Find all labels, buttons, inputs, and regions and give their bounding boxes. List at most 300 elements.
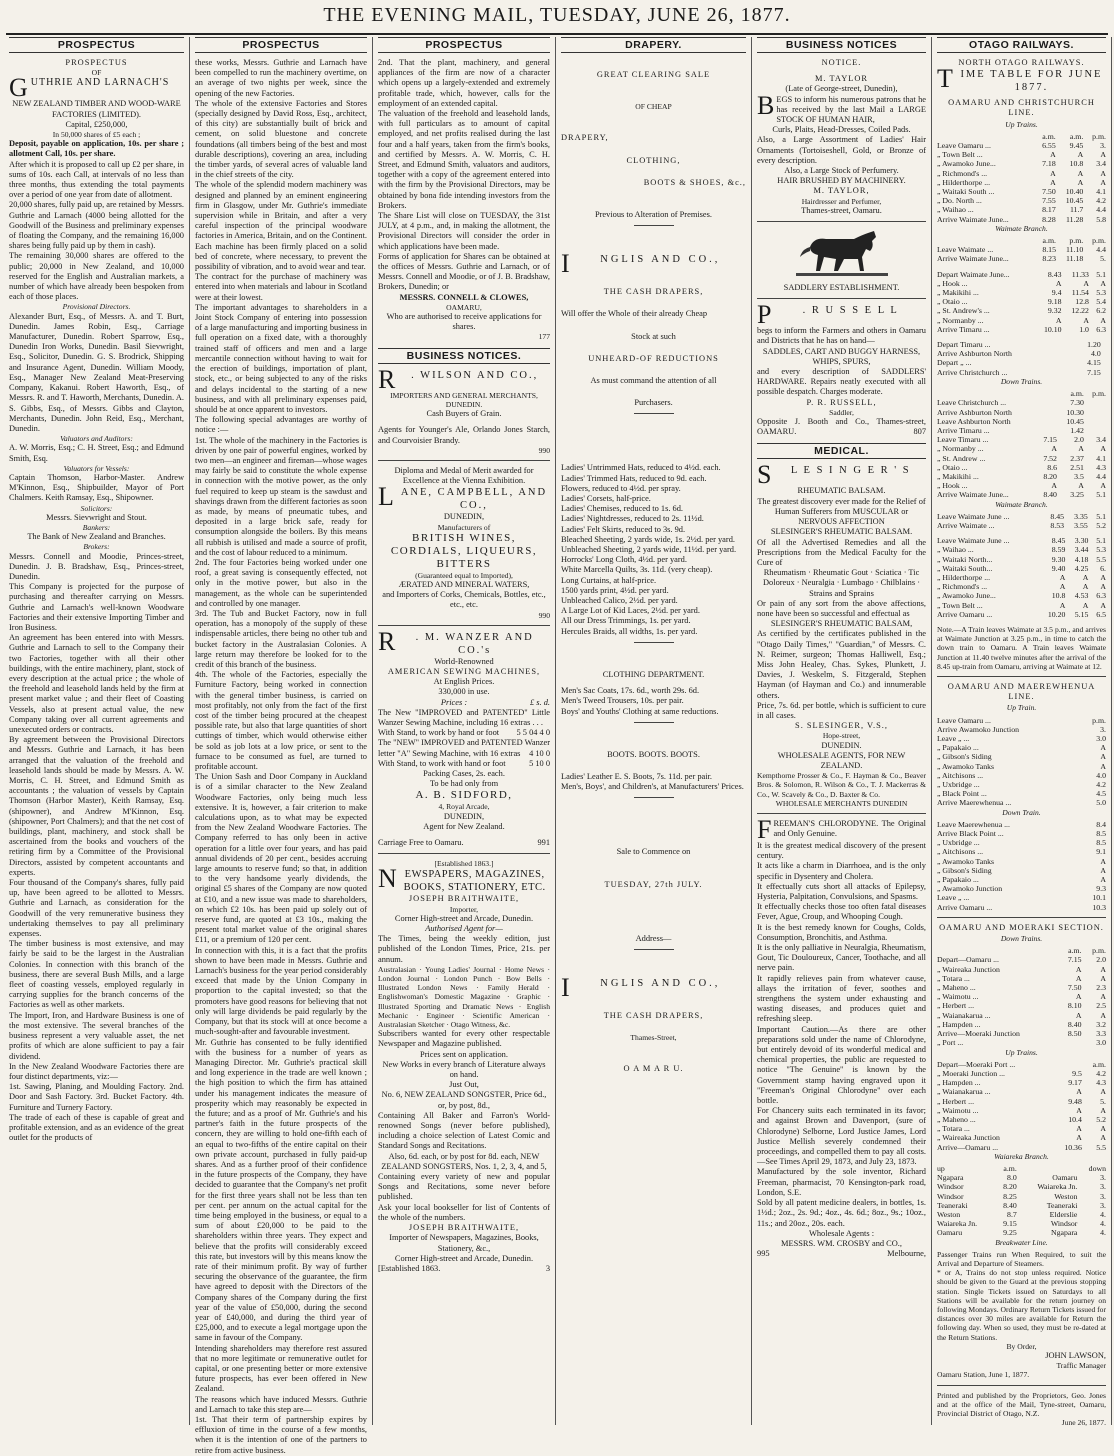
station-cell: Depart—Oamaru ... [937,955,999,965]
time-cell: p.m. [1069,236,1084,246]
diploma-note: Diploma and Medal of Merit awarded for Excellence at the Vienna Exhibition. [394,465,534,486]
solicitors: Messrs. Sievwright and Stout. [46,512,147,522]
valuators-heading: Valuators and Auditors: [60,434,133,444]
time-cell: A [1100,856,1106,866]
sidford-town: DUNEDIN, [443,811,485,821]
time-cell: 6.5 [1096,609,1106,619]
timetable-row [937,725,1106,734]
horse-icon [792,227,892,279]
time-cell: 8.20 [1043,471,1057,481]
station-cell: „ Maheno ... [937,1114,976,1124]
timetable-row [937,178,1106,187]
station-date: Oamaru Station, June 1, 1877. [937,1370,1030,1380]
time-cell: 6.3 [1096,324,1106,334]
station-cell: „ Hook ... [937,481,968,491]
wilson-name: . WILSON AND CO., [411,369,539,381]
time-cell [1101,368,1106,377]
trains-subheading: Down Trains. [1000,934,1043,944]
timetable-row [937,983,1106,992]
breakwater-note: Passenger Trains run When Required, to suit the Arrival and Departure of Steamers. [937,1249,1106,1268]
timetable-row [937,573,1106,582]
sidford-name: A. B. SIDFORD, [415,789,513,802]
time-cell: 4.25 [1074,563,1089,573]
time-cell: A [1059,572,1066,582]
chlorodyne-heading: REEMAN'S CHLORODYNE. The Original and Only Genuine. [773,818,926,839]
timetable-row [937,169,1106,178]
sale-item: Unbleached Sheeting, 2 yards wide, 11½d. per yard. [561,545,737,555]
prospectus-paragraph: In the New Zealand Woodware Factories there are four distinct departments, viz:— [9,1061,184,1081]
carriage-note: Carriage Free to Oamaru. [378,837,464,847]
station-cell: Leave Christchurch ... [937,398,1007,408]
station-cell: „ Herbert ... [937,1001,975,1011]
prospectus-paragraph: 1st. That their term of partnership expires by effluxion of time in the course of a few months, when it is the intention of one of the partners to retire from active business. [195,1415,367,1455]
time-cell: A [1100,1010,1106,1020]
station-cell: „ Hampden ... [937,1078,981,1088]
chlorodyne-para: Important Caution.—As there are other preparations sold under the name of Chlorodyne, but entirely devoid of its wonderful medical and chemical properties, the public are requested to notice "The Genuine" is known by the Government stamp having engraved upon it "Freeman's Original Chlorodyne" over each bottle. [757,1024,926,1106]
sidford-address: 4, Royal Arcade, [438,802,490,812]
time-cell: 8.15 [1042,245,1056,255]
cash-drapers-2: THE CASH DRAPERS, [603,1010,704,1020]
station-cell: „ Moeraki Junction ... [937,1068,1005,1078]
time-cell: A [1075,964,1082,974]
ad-number: 991 [537,837,550,847]
balsam-pain: Or pain of any sort from the above affections, none have been so successful and effectual as [757,598,926,618]
time-cell: A [1100,761,1106,771]
timetable-row [937,141,1106,150]
time-cell: 8.23 [1042,254,1056,264]
time-cell: 5.0 [1096,798,1106,808]
time-cell: a.m. [1042,131,1056,141]
time-cell: 3.44 [1074,545,1089,555]
ad-number: 990 [538,610,550,620]
time-cell: A [1076,1133,1082,1143]
time-cell: 9.40 [1051,563,1066,573]
timetable-row [937,992,1106,1001]
time-cell: 3.4 [1096,159,1106,169]
station-cell: „ Normanby ... [937,444,984,454]
timetable-row [937,847,1106,856]
by-order: By Order, [1006,1341,1037,1351]
time-cell: 5.5 [1096,554,1106,564]
timetable-row [937,903,1106,912]
drop-cap: I [561,249,573,279]
station-cell: „ Waitaki South ... [937,187,995,197]
time-cell: A [1051,481,1057,491]
time-cell: 3.3 [1096,1029,1106,1039]
time-cell: A [1100,743,1106,753]
currency-header: £ s. d. [529,697,550,707]
time-cell: 8.20 [1003,1182,1017,1192]
braithwaite-title: Importer, [449,904,479,914]
timetable-down-2 [937,536,1106,619]
taylor-begs: EGS to inform his numerous patrons that he has received by the last Mail a LARGE STOCK OF HUMAN HAIR, [776,94,926,125]
timetable-moeraki-up [937,1060,1106,1152]
time-cell: 9.3 [1096,884,1106,894]
time-cell: Elderslie [1049,1209,1078,1219]
timetable-row [937,417,1106,426]
trains-subheading: Waimate Branch. [995,223,1048,233]
masthead: THE EVENING MAIL, TUESDAY, JUNE 26, 1877. [323,4,791,26]
station-cell: „ Waimotu ... [937,1105,979,1115]
time-cell: 10.20 [1047,609,1066,619]
timetable-row [937,734,1106,743]
prospectus-paragraph: The reasons which have induced Messrs. Guthrie and Larnach to take this step are— [195,1394,367,1414]
station-cell: „ Waireaka Junction [937,1133,1000,1143]
traffic-manager: Traffic Manager [1056,1361,1106,1371]
balsam-price: Price, 7s. 6d. per bottle, which is sufficient to cure in all cases. [757,700,926,720]
timetable-row [937,1133,1106,1142]
time-cell: A [1100,278,1106,288]
time-cell: 10.10 [1043,324,1062,334]
time-cell: A [1059,600,1066,610]
line-heading: OAMARU AND CHRISTCHURCH LINE. [948,98,1095,118]
time-cell: 8.5 [1096,838,1106,848]
timetable-row [937,762,1106,771]
time-cell: 5.2 [1096,520,1106,530]
time-cell: A [1076,1105,1082,1115]
prices-sent: Prices sent on application. [420,1049,508,1059]
timetable-row [937,591,1106,600]
timetable-row [937,512,1106,521]
timetable-row [937,215,1106,224]
time-cell: 8.45 [1050,511,1065,521]
time-cell: 5.3 [1096,288,1106,298]
prospectus-paragraph: The following special advantages are worthy of notice :— [195,415,367,435]
time-cell: A [1100,582,1106,592]
timetable-waimate-2 [937,512,1106,530]
time-cell: 9.15 [1003,1219,1017,1229]
time-cell: A [1100,444,1106,454]
time-cell: A [1100,875,1106,885]
time-cell: Weston [1054,1191,1078,1201]
time-cell: 11.54 [1071,288,1089,298]
agents-list: Kempthorne Prosser & Co., F. Hayman & Co., Beaver Bros. & Solomon, R. Wilson & Co., T. J. Mackerras & Co., W. Scavely & Co., D. Baxter & Co. [757,771,926,799]
price-value: 4 4 0 [533,728,550,738]
column-otago-railways [932,37,1112,1428]
prospectus-paragraph: The valuation of the freehold and leasehold lands, with full particulars as to amount of capital employed, and net profits realised during the last four and a half years, taken from the firm's books, and certified by Messrs. A. W. Morris, C. H. Street, and Edmund Smith, valuators and auditors, together with a copy of the agreement entered into with the firm by the Provisional Directors, may be obtained by bona fide intending investors from the Brokers. [378,109,550,210]
timetable-row [937,866,1106,875]
time-cell: 11.10 [1065,245,1084,255]
station-cell: „ Makikihi ... [937,471,979,481]
station-cell: „ Awamoko June... [937,159,996,169]
balsam-ailments: Rheumatism · Rheumatic Gout · Sciatica · Tic Doloreux · Neuralgia · Lumbago · Chilblains · Strains and Sprains [763,568,920,598]
time-cell [1035,408,1057,417]
station-cell: Teaneraki [937,1200,968,1210]
timetable-row [937,884,1106,893]
drop-cap: N [378,864,398,894]
trains-subheading: Waiareka Branch. [994,1151,1049,1161]
time-cell: A [1075,992,1082,1002]
station-cell [937,236,1034,245]
time-cell: 11.18 [1065,254,1084,264]
time-cell: 8.40 [1067,1019,1082,1029]
station-cell: „ Uxbridge ... [937,780,980,790]
slesinger-name: L E S I N G E R ' S [790,465,911,477]
station-cell: Arrive Waimate June... [937,214,1009,224]
chlorodyne-para: It effectually cuts short all attacks of Epilepsy, Hysteria, Palpitation, Convulsions, and Spasms. [757,881,926,901]
sidford-agent: Agent for New Zealand. [423,821,505,831]
timetable-row [937,545,1106,554]
time-cell: 6.2 [1096,306,1106,316]
station-cell: „ Totara ... [937,1124,970,1134]
time-cell: 4.2 [1096,1068,1106,1078]
timetable-row [937,716,1106,725]
trains-subheading: Waimate Branch. [995,499,1048,509]
timetable-row [937,316,1106,325]
prospectus-paragraph: 1st. The whole of the machinery in the Factories is driven by one pair of powerful engines, worked by two men—an engineer and fireman—whose wages may fairly be said to constitute the whole expense in connection with the motive power, as the only fuel required to keep up steam is the sawdust and shavings drawn from the different factories as soon as made, by means of pneumatic tubes, and deposited in a large brick safe, ready for consumption alongside the boilers. By this means all rubbish is utilised and made a source of profit, and the cost of labour reduced to a minimum. [195,435,367,557]
boots-item: Men's, Boys', and Children's, at Manufacturers' Prices. [561,782,744,792]
time-cell: 4.3 [1096,462,1106,472]
time-cell: 4.5 [1096,789,1106,799]
to-be-had: To be had only from [429,779,499,789]
station-cell: Arrive Oamaru ... [937,609,993,619]
time-cell: A [1050,168,1056,178]
time-cell: 7.15 [1087,367,1101,377]
timetable-row [937,472,1106,481]
time-cell: A [1075,973,1082,983]
time-cell: 5.15 [1074,609,1089,619]
sale-item: Unbleached Calico, 2½d. per yard. [561,596,678,606]
timetable-row [937,1029,1106,1038]
lane-importers: and Importers of Corks, Chemicals, Bottles, etc., etc., etc. [382,590,546,610]
prospectus-paragraph: After which it is proposed to call up £2 per share, in sums of 10s. each Call, at intervals of no less than three months, thus extending the total payments over a period of one year from date of allotment. [9,159,184,200]
time-cell: A [1050,177,1056,187]
address-label: Address— [635,933,672,943]
timetable-row [937,150,1106,159]
time-cell: A [1100,481,1106,491]
timetable-row [937,254,1106,263]
timetable-row [937,444,1106,453]
time-cell: 5. [1100,254,1106,264]
time-cell: A [1100,177,1106,187]
chlorodyne-para: It acts like a charm in Diarrhoea, and is the only specific in Dysentery and Cholera. [757,861,926,881]
station-cell: „ Waitaki North... [937,554,993,564]
command-attention: As must command the attention of all [590,376,717,386]
previous-alteration: Previous to Alteration of Premises. [594,210,712,220]
timetable-row [937,1011,1106,1020]
time-cell: 8.43 [1047,269,1062,279]
departments-list: 1st. Sawing, Planing, and Moulding Factory. 2nd. Door and Sash Factory. 3rd. Bucket Factory. 4th. Furniture and Turnery Factory. [9,1082,184,1112]
timetable-up [937,132,1106,224]
chlorodyne-para: Sold by all patent medicine dealers, in bottles, 1s. 1½d.; 2oz., 2s. 9d.; 4oz., 4s. 6d.; 8oz., 9s.; 10oz., 11s.; and 20oz., 20s. each. [757,1198,926,1228]
time-cell: A [1082,572,1089,582]
time-cell: 3.5 [1074,471,1084,481]
timetable-row [937,1001,1106,1010]
time-cell: 7.50 [1067,983,1082,993]
column-heading: PROSPECTUS [195,37,367,53]
time-cell: 6.3 [1096,591,1106,601]
price-item: The New "IMPROVED and PATENTED" Little Wanzer Sewing Machine, including 16 extras . . . [378,707,550,727]
time-cell: 3. [1100,1182,1106,1192]
time-cell: 3.0 [1096,734,1106,743]
songster-contents-2: Containing every variety of new and popular Songs and Recitations, some never before published. [378,1172,550,1202]
station-cell: Leave Oamaru ... [937,141,991,151]
station-cell: Arrive Timaru ... [937,324,990,334]
chlorodyne-para: It is the only palliative in Neuralgia, Rheumatism, Gout, Tic Douloureux, Cancer, Toothache, and all nerve pain. [757,943,926,973]
station-cell: „ Uxbridge ... [937,838,980,848]
price-value: 4 10 0 [529,748,550,758]
time-cell: A [1100,973,1106,983]
time-cell: 2.51 [1070,462,1084,472]
timetable-header-row [937,389,1106,398]
timetable-row [937,159,1106,168]
time-cell: 9.4 [1051,288,1062,298]
timetable-row [937,743,1106,752]
time-cell: p.m. [1092,946,1106,956]
lane-town: DUNEDIN, [443,512,485,522]
time-cell: 8.53 [1050,520,1065,530]
taylor-perfumery: Also, a Large Stock of Perfumery. [784,166,899,176]
timetable-header-row [937,132,1106,141]
time-cell: 4.4 [1096,471,1106,481]
timetable-row [937,893,1106,902]
timetable-up-2 [937,270,1106,334]
station-cell: „ Hilderthorpe ... [937,572,991,582]
timetable-row [937,1124,1106,1133]
station-cell: Arrive Oamaru ... [937,902,993,912]
russell-notice: begs to inform the Farmers and others in Oamaru and Districts that he has on hand— [757,326,926,346]
station-cell: „ Town Belt ... [937,150,983,160]
packing-cases: Packing Cases, 2s. each. [423,768,505,778]
time-cell: 3.2 [1096,1019,1106,1029]
time-cell: 8.7 [1007,1209,1017,1219]
time-cell: A [1055,315,1062,325]
time-cell: A [1083,278,1089,288]
time-cell: 8.5 [1096,829,1106,839]
time-cell: 3. [1100,141,1106,151]
time-cell: 3. [1100,1191,1106,1201]
time-cell: Teaneraki [1046,1200,1078,1210]
column-heading: PROSPECTUS [9,37,184,53]
timetable-row [937,771,1106,780]
time-cell: 11.33 [1071,269,1089,279]
wanzer-product: AMERICAN SEWING MACHINES, [387,666,541,676]
station-cell: Arrive Maerewhenua ... [937,798,1012,808]
time-cell: 3.35 [1074,511,1088,521]
timetable-row [937,857,1106,866]
sale-item: Ladies' Nightdresses, reduced to 2s. 11½d. [561,514,704,524]
timetable-row [937,340,1106,349]
timetable-row [937,349,1106,358]
timetable-row [937,752,1106,761]
time-cell: a.m. [1042,236,1056,246]
station-cell: „ Awamoko Junction [937,884,1003,894]
station-cell: Leave „ ... [937,893,970,903]
sale-item: Flowers, reduced to 4½d. per spray. [561,483,681,493]
time-cell: 3.0 [1096,1038,1106,1048]
chlorodyne-para: For Chancery suits each terminated in its favor; and against Brown and Davenport, (sure of Chlorodyne) Selborne, Lord Justice James, Lord Justice Mellish severely condemned their proceedings, and compelled them to pay all costs.—See Times April 29, 1873, and July 23, 1873. [757,1106,926,1167]
station-cell: Leave Ashburton North [937,416,1011,426]
just-out: Just Out, [449,1080,479,1090]
time-cell: 8.28 [1042,214,1056,224]
time-cell: 10.8 [1051,591,1066,601]
time-cell: 4.0 [1096,770,1106,780]
price-value: 5 10 0 [529,758,550,768]
station-cell: Arrive Black Point ... [937,829,1004,839]
timetable-row [937,536,1106,545]
time-cell: 2.37 [1070,453,1084,463]
prospectus-paragraph: Intending shareholders may therefore rest assured that no more legitimate or remunerative outlet for capital, or one presenting better or more extensive future prospects, has ever been offered in New Zealand. [195,1343,367,1394]
line-heading: OAMARU AND MOERAKI SECTION. [939,922,1104,932]
clothing-line: CLOTHING, [626,155,681,165]
prospectus-paragraph: 4th. The whole of the Factories, especially the Furniture Factory, being worked in connection with the general timber business, is carried on most profitably, not only from the fact of the first cost of the timber being procured at the cheapest possible rate, but also that large quantities of short cuttings of timber, which would otherwise either be sold as job lots at a low price, or sent to the furnace to be consumed as fuel, are turned to profitable account. [195,670,367,772]
time-cell: 8.17 [1042,205,1056,215]
station-cell: „ Papakaio ... [937,743,979,753]
time-cell: 4. [1100,1209,1106,1219]
clearing-sale: GREAT CLEARING SALE [596,70,711,79]
time-cell: 9.32 [1047,306,1062,316]
station-cell: „ St. Andrew ... [937,453,986,463]
time-cell: A [1082,582,1089,592]
printer-imprint: Printed and published by the Proprietors, Geo. Jones and at the office of the Mail, Tyne-street, Oamaru, Provincial District of Otago, N.Z. [937,1390,1106,1419]
taylor-late: (Late of George-street, Dunedin), [785,84,898,94]
time-cell: 10.1 [1092,893,1106,903]
sale-item: Ladies' Felt Skirts, reduced to 3s. 9d. [561,524,686,534]
taylor-trade: Hairdresser and Perfumer, [801,196,882,206]
songster-contents: Containing All Baker and Farron's World-renowned Songs (never before published), including a choice selection of Latest Comic and Standard Songs and Recitations. [378,1110,550,1151]
timetable-waiareka [937,1164,1106,1238]
station-cell: Windsor [937,1191,964,1201]
valuators-list: A. W. Morris, Esq.; C. H. Street, Esq.; and Edmund Smith, Esq. [9,443,184,463]
saddlery-heading: SADDLERY ESTABLISHMENT. [783,283,900,293]
time-cell [1084,417,1106,426]
time-cell: 9.45 [1069,141,1084,151]
time-cell: A [1100,600,1106,610]
prospectus-paragraph: The whole of the extensive Factories and Stores (specially designed by David Ross, Esq., architect, of this city) are substantially built of brick and cement, on solid bluestone and concrete foundations (all timbers being of the best and most durable descriptions), covering an area, including the timber yards, of several acres of valuable land in the chief streets of the city. [195,98,367,180]
time-cell: 4.15 [1087,358,1101,368]
timetable-row [937,1201,1106,1210]
chlorodyne-para: It rapidly relieves pain from whatever cause, allays the irritation of fever, soothes and strengthens the system under exhausting and wasting diseases, and produces quiet and refreshing sleep. [757,973,926,1024]
time-cell: 5.8 [1096,214,1106,224]
prospectus-paragraph: An agreement has been entered into with Messrs. Guthrie and Larnach to sell to the Company their two Factories, together with all their other buildings, with the entire machinery, plant, stock of every description at the actual price ; the whole of the freehold and leasehold lands held by the firm at present market value ; and their fleet of Coasting Vessels, also at present actual value, the new Company taking over all current agreements and unexecuted orders or contracts. [9,633,184,734]
station-cell: „ Papakaio ... [937,875,979,885]
timetable-row [937,270,1106,279]
time-cell: 6. [1100,563,1106,573]
time-cell: A [1100,1105,1106,1115]
station-cell: Leave Timaru ... [937,435,989,445]
wilson-trade: IMPORTERS AND GENERAL MERCHANTS, DUNEDIN. [390,390,538,409]
time-cell: 8.4 [1096,819,1106,829]
sale-commence: Sale to Commence on [616,847,691,857]
balsam-name: SLESINGER'S RHEUMATIC BALSAM. [770,527,913,537]
purchasers: Purchasers. [634,398,673,408]
prospectus-title: PROSPECTUS [65,58,128,67]
boots-heading: BOOTS. BOOTS. BOOTS. [607,749,700,759]
timetable-row [937,1038,1106,1047]
timetable-row [937,955,1106,964]
time-cell: A [1100,752,1106,762]
ticket-notes: * or A, Trains do not stop unless required. Notice should be given to the Guard at the previous stopping station. Single Tickets issued on Saturdays to all Stations will be available for the return journey on following Mondays. Ordinary Return Tickets issued for distances over 30 miles are available for Return the following day. When so used, they must be re-dated at the Return Stations. [937,1268,1106,1342]
station-cell: „ Richmond's ... [937,168,988,178]
station-cell: „ Herbert ... [937,1096,975,1106]
column-heading: PROSPECTUS [378,37,550,53]
braithwaite-name: JOSEPH BRAITHWAITE, [408,894,520,904]
time-cell: 1.42 [1070,425,1084,435]
timetable-row [937,875,1106,884]
prospectus-paragraph: 20,000 shares, fully paid up, are retained by Messrs. Guthrie and Larnach (4000 being allotted for the Goodwill of the Business and preliminary expenses of floating the Company, and the remaining 16,000 shares being fully paid up by them in cash). [9,200,184,251]
timetable-note: Note.—A Train leaves Waimate at 3.5 p.m., and arrives at Waimate Junction at 3.25 p.m., in time to catch the down train to Oamaru. A Train leaves Waimate Junction at 11.40 twelve minutes after the arrival of the 8.45 up-train from Oamaru, arriving at Waimate at 12. [937,624,1106,671]
station-cell: „ Aitchisons ... [937,847,984,857]
drop-cap: B [757,90,775,120]
timetable-row [937,610,1106,619]
time-cell: 5.5 [1096,1142,1106,1152]
station-cell: „ Town Belt ... [937,600,983,610]
station-cell: Leave Waimate ... [937,245,994,255]
time-cell: 8.45 [1051,536,1066,546]
time-cell: 5.1 [1096,269,1106,279]
slesinger-vs: S. SLESINGER, V.S., [795,721,888,731]
drop-cap: P [757,300,774,330]
